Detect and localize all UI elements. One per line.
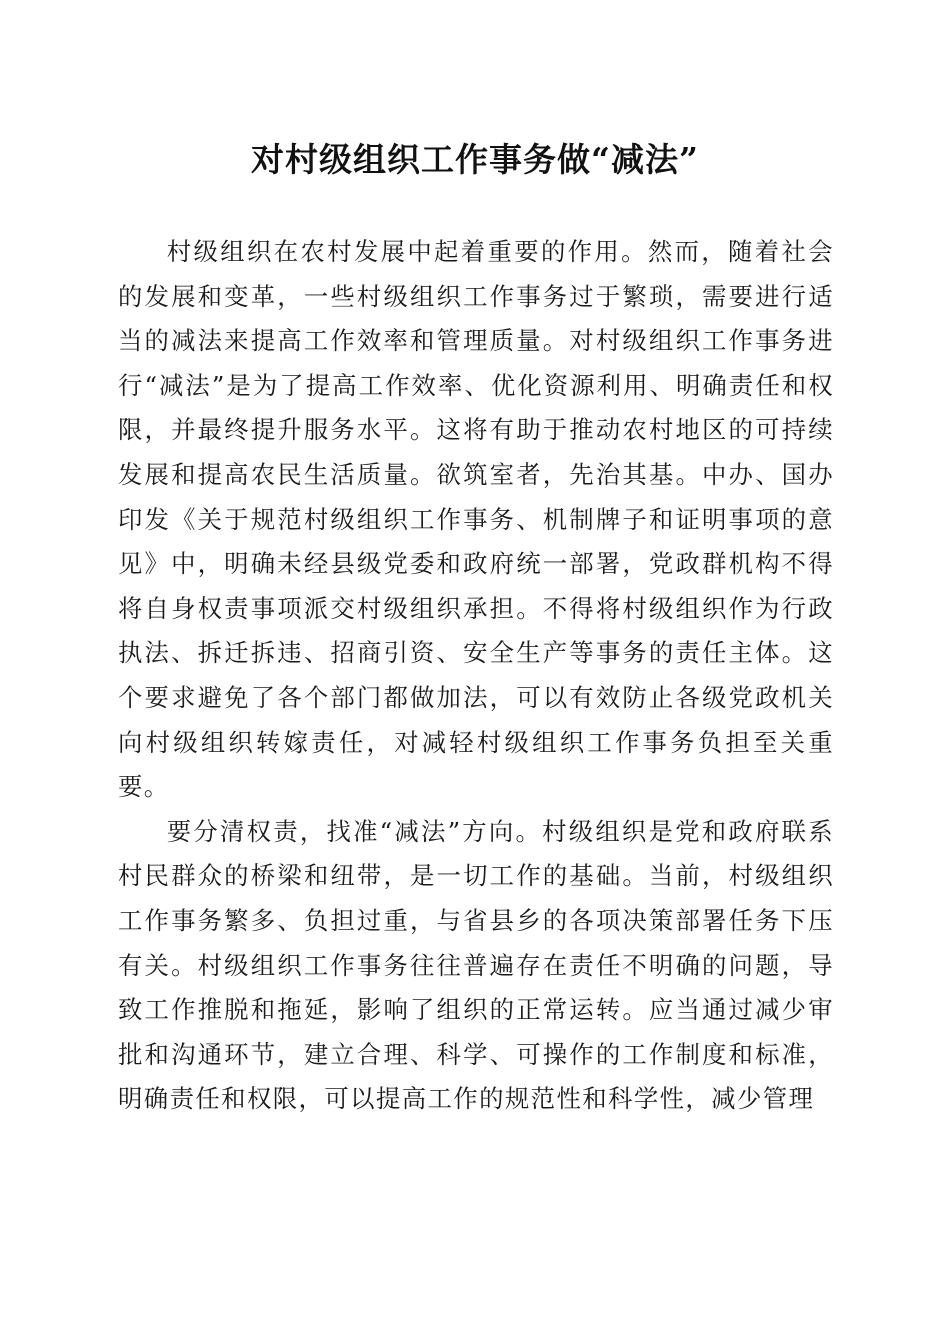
paragraph: 要分清权责，找准“减法”方向。村级组织是党和政府联系村民群众的桥梁和纽带，是一切工作的基础。当前，村级组织工作事务繁多、负担过重，与省县乡的各项决策部署任务下压有关。村级组织工作事务往往普遍存在责任不明确的问题，导致工作推脱和拖延，影响了组织的正常运转。应当通过减少审批和沟通环节，建立合理、科学、可操作的工作制度和标准，明确责任和权限，可以提高工作的规范性和科学性，减少管理	[118, 816, 834, 1114]
paragraph: 村级组织在农村发展中起着重要的作用。然而，随着社会的发展和变革，一些村级组织工作事务过于繁琐，需要进行适当的减法来提高工作效率和管理质量。对村级组织工作事务进行“减法”是为了提高工作效率、优化资源利用、明确责任和权限，并最终提升服务水平。这将有助于推动农村地区的可持续发展和提高农民生活质量。欲筑室者，先治其基。中办、国办印发《关于规范村级组织工作事务、机制牌子和证明事项的意见》中，明确未经县级党委和政府统一部署，党政群机构不得将自身权责事项派交村级组织承担。不得将村级组织作为行政执法、拆迁拆违、招商引资、安全生产等事务的责任主体。这个要求避免了各个部门都做加法，可以有效防止各级党政机关向村级组织转嫁责任，对减轻村级组织工作事务负担至关重要。	[118, 237, 834, 802]
document-body	[118, 230, 834, 1122]
document-title: 对村级组织工作事务做“减法”	[251, 140, 699, 179]
